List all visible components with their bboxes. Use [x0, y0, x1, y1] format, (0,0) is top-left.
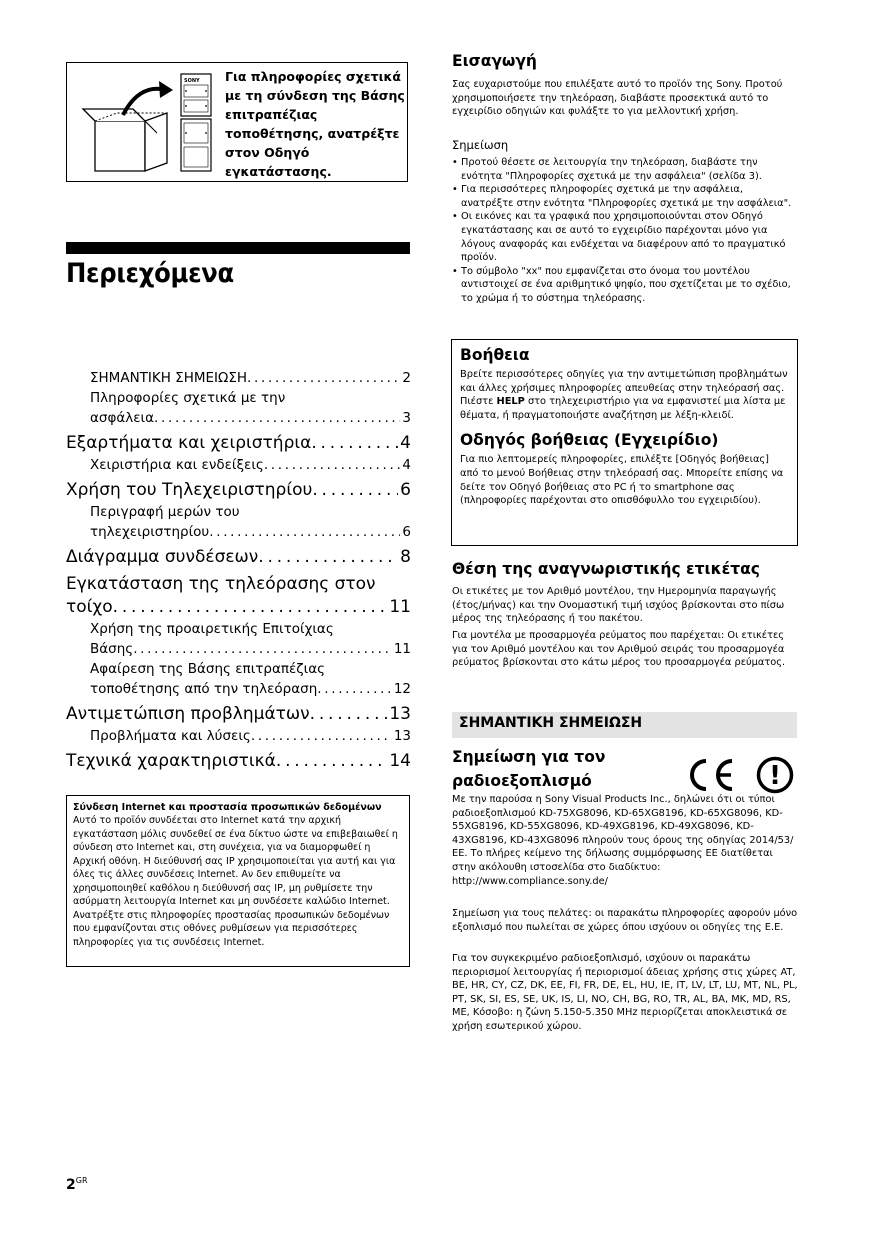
toc-divider-bar	[66, 242, 410, 254]
toc-entry-continued[interactable]	[66, 408, 411, 428]
note-item: • Προτού θέσετε σε λειτουργία την τηλεόραση, διαβάστε την ενότητα "Πληροφορίες σχετικά με την ασφάλεια" (σελίδα 3).	[452, 156, 798, 183]
note-heading: Σημείωση	[452, 138, 509, 152]
internet-privacy-box	[66, 795, 410, 967]
radio-eu-customers-text: Σημείωση για τους πελάτες: οι παρακάτω πληροφορίες αφορούν μόνο εξοπλισμό που πωλείται σε χώρες όπου ισχύουν οι οδηγίες της Ε.Ε.	[452, 908, 798, 933]
toc-entry-title-cont: τοίχο	[66, 597, 113, 617]
toc-entry-continued[interactable]	[66, 679, 411, 699]
toc-entry-title: Αντιμετώπιση προβλημάτων	[66, 704, 310, 724]
toc-entry-title: Εξαρτήματα και χειριστήρια	[66, 433, 312, 453]
internet-privacy-title: Σύνδεση Internet και προστασία προσωπικών δεδομένων	[73, 802, 382, 813]
radio-equipment-heading: Σημείωση για τον ραδιοεξοπλισμό	[452, 748, 606, 790]
id-label-adapter-text: Για μοντέλα με προσαρμογέα ρεύματος που παρέχεται: Οι ετικέτες για τον Αριθμό μοντέλου και τον Αριθμού σειράς του προσαρμογέα ρεύματος βρίσκονται στο κάτω μέρος του προσαρμογέα ρεύματος.	[452, 630, 786, 669]
toc-entry-title: Προβλήματα και λύσεις	[90, 728, 251, 744]
toc-entry-page: 11	[393, 641, 411, 657]
toc-entry-page: 11	[389, 597, 411, 617]
toc-entry-title-cont: τηλεχειριστηρίου	[90, 524, 210, 540]
toc-entry-title: Τεχνικά χαρακτηριστικά	[66, 751, 276, 771]
important-notice-title: ΣΗΜΑΝΤΙΚΗ ΣΗΜΕΙΩΣΗ	[459, 715, 643, 731]
ce-mark-text: CE	[686, 758, 688, 759]
toc-entry[interactable]	[66, 368, 411, 388]
tv-box-illustration	[75, 69, 215, 175]
radio-restrictions-text: Για τον συγκεκριμένο ραδιοεξοπλισμό, ισχύουν οι παρακάτω περιορισμοί λειτουργίας ή περιορισμοί άδειας χρήσης στις χώρες AT, BE, HR, CY, CZ, DK, EE, FI, FR, DE, EL, HU, IE, IT, LV, LT, LU, MT, NL, PL, PT, SK, SI, ES, SE, UK, IS, LI, NO, CH, BG, RO, TR, AL, BA, MK, MD, RS, ME, Κόσοβο: η ζώνη 5.150-5.350 MHz περιορίζεται αποκλειστικά σε χρήση εσωτερικού χώρου.	[452, 953, 798, 1032]
toc-entry-page: 2	[402, 370, 411, 386]
help-text	[460, 368, 789, 422]
toc-entry-title-cont: ασφάλεια	[90, 410, 155, 426]
manual-brand: SONY	[184, 78, 200, 84]
ce-mark-icon	[686, 758, 736, 792]
toc-entry[interactable]	[66, 455, 411, 475]
note-item: • Για περισσότερες πληροφορίες σχετικά με την ασφάλεια, ανατρέξτε στην ενότητα "Πληροφορίες σχετικά με την ασφάλεια".	[452, 183, 798, 210]
page-number-value: 2	[66, 1177, 76, 1193]
toc-title: Περιεχόμενα	[66, 258, 234, 289]
note-item: • Το σύμβολο "xx" που εμφανίζεται στο όνομα του μοντέλου αντιστοιχεί σε ένα αριθμητικό ψηφίο, που σχετίζεται με το σχέδιο, το χρώμα ή το σύστημα τηλεόρασης.	[452, 265, 798, 306]
help-guide-text: Για πιο λεπτομερείς πληροφορίες, επιλέξτε [Οδηγός βοήθειας] από το μενού Βοήθειας στην τηλεόρασή σας. Μπορείτε επίσης να δείτε τον Οδηγό βοήθειας στο PC ή το smartphone σας (πληροφορίες παρέχονται στο οπισθόφυλλο του εγχειριδίου).	[460, 454, 784, 507]
installation-info-text: Για πληροφορίες σχετικά με τη σύνδεση της Βάσης επιτραπέζιας τοποθέτησης, ανατρέξτε στον Οδηγό εγκατάστασης.	[225, 69, 405, 179]
toc-entry-title: Χρήση του Τηλεχειριστηρίου	[66, 480, 313, 500]
help-guide-heading: Οδηγός βοήθειας (Εγχειρίδιο)	[460, 431, 719, 450]
toc-entry-title: Διάγραμμα συνδέσεων	[66, 547, 259, 567]
toc-entry-page: 6	[402, 524, 411, 540]
toc-entry-title: Εγκατάσταση της τηλεόρασης στον	[66, 574, 376, 594]
help-key: HELP	[496, 396, 525, 408]
alert-mark-text: !	[769, 761, 781, 791]
toc-entry[interactable]	[66, 659, 411, 679]
note-item: • Οι εικόνες και τα γραφικά που χρησιμοποιούνται στον Οδηγό εγκατάστασης και σε αυτό το εγχειρίδιο παρέχονται μόνο για λόγους αναφοράς και ενδέχεται να διαφέρουν από το πραγματικό προϊόν.	[452, 210, 798, 264]
table-of-contents	[66, 368, 411, 773]
internet-privacy-text: Αυτό το προϊόν συνδέεται στο Internet κατά την αρχική εγκατάσταση μόλις συνδεθεί σε ένα δίκτυο ώστε να επιβεβαιωθεί η σύνδεση στο Internet και, στη συνέχεια, για να διαμορφωθεί η Αρχική οθόνη. Η διεύθυνσή σας IP χρησιμοποιείται για αυτή και για όλες τις άλλες συνδέσεις Internet. Αν δεν επιθυμείτε να χρησιμοποιηθεί καθόλου η διεύθυνσή σας IP, μη ρυθμίσετε την ασύρματη λειτουργία Internet και μη συνδέσετε καλώδιο Internet. Ανατρέξτε στις πληροφορίες προστασίας προσωπικών δεδομένων που εμφανίζονται στις οθόνες ρυθμίσεων για περισσότερες πληροφορίες για τις συνδέσεις Internet.	[73, 815, 398, 948]
toc-entry-page: 8	[400, 547, 411, 567]
toc-entry-title: Χειριστήρια και ενδείξεις	[90, 457, 264, 473]
help-text-part: στο τηλεχειριστήριο για να εμφανιστεί μια λίστα με θέματα, ή πραγματοποιήστε αναζήτηση με λέξη-κλειδί.	[460, 396, 786, 421]
toc-entry[interactable]	[66, 432, 411, 455]
alert-mark-icon	[756, 756, 794, 794]
toc-entry-title: Πληροφορίες σχετικά με την	[90, 390, 286, 406]
toc-entry-continued[interactable]	[66, 596, 411, 619]
help-heading: Βοήθεια	[460, 346, 530, 364]
id-label-text: Οι ετικέτες με τον Αριθμό μοντέλου, την Ημερομηνία παραγωγής (έτος/μήνας) και την Ονομαστική τιμή ισχύος βρίσκονται στο πίσω μέρος της τηλεόρασης ή του πακέτου.	[452, 586, 785, 625]
toc-entry[interactable]	[66, 726, 411, 746]
intro-text: Σας ευχαριστούμε που επιλέξατε αυτό το προϊόν της Sony. Προτού χρησιμοποιήσετε την τηλεόραση, διαβάστε προσεκτικά αυτό το εγχειρίδιο οδηγιών και φυλάξτε το για μελλοντική χρήση.	[452, 79, 783, 118]
toc-entry[interactable]	[66, 546, 411, 569]
toc-entry-page: 6	[400, 480, 411, 500]
toc-entry-page: 4	[402, 457, 411, 473]
page-number	[66, 1176, 88, 1193]
toc-entry[interactable]	[66, 479, 411, 502]
toc-entry[interactable]	[66, 703, 411, 726]
toc-entry[interactable]	[66, 750, 411, 773]
help-box	[451, 339, 798, 546]
toc-entry-continued[interactable]	[66, 639, 411, 659]
toc-entry-title-cont: Βάσης	[90, 641, 134, 657]
id-label-heading: Θέση της αναγνωριστικής ετικέτας	[452, 560, 760, 578]
toc-entry-title: Αφαίρεση της Βάσης επιτραπέζιας	[90, 661, 326, 677]
toc-entry[interactable]	[66, 573, 411, 596]
intro-heading: Εισαγωγή	[452, 52, 537, 70]
toc-entry-title: ΣΗΜΑΝΤΙΚΗ ΣΗΜΕΙΩΣΗ	[90, 370, 248, 386]
toc-entry-page: 13	[393, 728, 411, 744]
toc-entry-page: 13	[389, 704, 411, 724]
radio-declaration-text: Με την παρούσα η Sony Visual Products Inc., δηλώνει ότι οι τύποι ραδιοεξοπλισμού KD-75XG8096, KD-65XG8196, KD-65XG8096, KD-55XG8196, KD-55XG8096, KD-49XG8196, KD-49XG8096, KD-43XG8196, KD-43XG8096 πληρούν τους όρους της οδηγίας 2014/53/ΕΕ. Το πλήρες κείμενο της δήλωσης συμμόρφωσης ΕΕ διατίθεται στην ακόλουθη ιστοσελίδα στο διαδίκτυο: http://www.compliance.sony.de/	[452, 794, 794, 887]
toc-entry-page: 4	[400, 433, 411, 453]
toc-entry[interactable]	[66, 388, 411, 408]
toc-entry-page: 3	[402, 410, 411, 426]
toc-entry-continued[interactable]	[66, 522, 411, 542]
toc-entry-title: Περιγραφή μερών του	[90, 504, 240, 520]
toc-entry[interactable]	[66, 502, 411, 522]
installation-info-box	[66, 62, 408, 182]
help-text-part: Βρείτε περισσότερες οδηγίες για την αντιμετώπιση προβλημάτων και άλλες χρήσιμες πληροφορίες απευθείας στην τηλεόρασή σας. Πιέστε	[460, 369, 788, 408]
note-list	[452, 156, 798, 306]
toc-entry-title-cont: τοποθέτησης από την τηλεόραση	[90, 681, 318, 697]
page-language-code: GR	[75, 1176, 88, 1185]
toc-entry-page: 14	[389, 751, 411, 771]
toc-entry[interactable]	[66, 619, 411, 639]
toc-entry-page: 12	[393, 681, 411, 697]
toc-entry-title: Χρήση της προαιρετικής Επιτοίχιας	[90, 621, 334, 637]
